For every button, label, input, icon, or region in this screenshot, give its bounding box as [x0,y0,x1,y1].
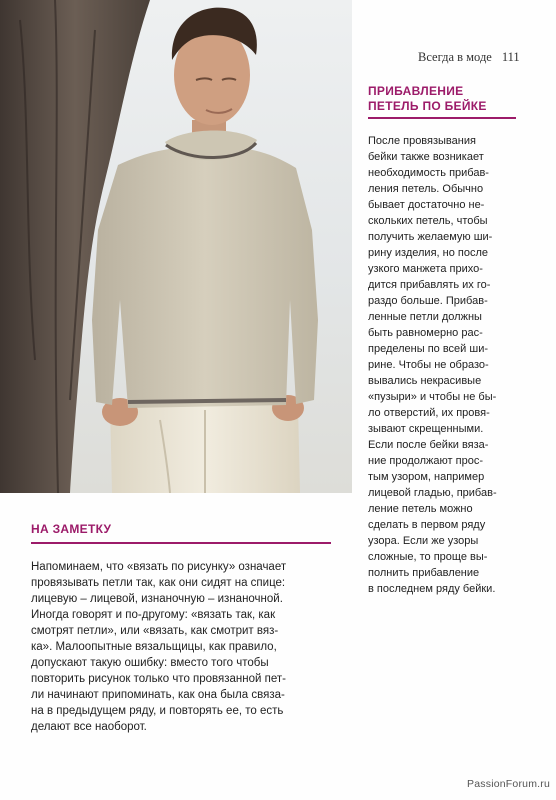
right-section-heading [368,84,518,114]
text-line: дится прибавлять их го- [368,279,491,291]
text-line: сложные, то проще вы- [368,551,488,563]
text-line: Напоминаем, что «вязать по рисунку» означает [31,561,287,573]
text-line: рину изделия, но после [368,247,489,259]
man-in-sweater-photo [0,0,352,493]
text-line: ления петель. Обычно [368,183,484,195]
page-number: 111 [501,50,520,64]
text-line: сделать в первом ряду [368,519,486,531]
text-line: ленные петли должны [368,311,482,323]
text-line: получить желаемую ши- [368,231,493,243]
sweater [92,147,318,408]
text-line: ление петель можно [368,503,473,515]
text-line: Если после бейки вяза- [368,439,489,451]
note-heading-rule [31,542,331,544]
text-line: на в предыдущем ряду, и повторять ее, то есть [31,705,284,717]
text-line: зывают скрещенными. [368,423,484,435]
running-header [418,50,548,65]
heading-rule [368,117,516,119]
text-line: бейки также возникает [368,151,484,163]
text-line: провязывать петли так, как они сидят на спице: [31,577,286,589]
text-line: узкого манжета прихо- [368,263,483,275]
text-line: в последнем ряду бейки. [368,583,496,595]
text-line: быть равномерно рас- [368,327,483,339]
text-line: повторить рисунок только что провязанной пет- [31,673,286,685]
text-line: вывались некрасивые [368,375,482,387]
watermark: PassionForum.ru [467,778,550,790]
text-line: Иногда говорят и по-другому: «вязать так, как [31,609,276,621]
text-line: тым узором, например [368,471,485,483]
note-body [31,559,341,735]
text-line: ка». Малоопытные вязальщицы, как правило, [31,641,277,653]
heading-line: ПЕТЕЛЬ ПО БЕЙКЕ [368,99,487,113]
text-line: делают все наоборот. [31,721,147,733]
text-line: полнить прибавление [368,567,480,579]
text-line: бывает достаточно не- [368,199,485,211]
text-line: лицевую – лицевой, изнаночную – изнаночной. [31,593,283,605]
text-line: рине. Чтобы не образо- [368,359,489,371]
text-line: допускают такую ошибку: вместо того чтобы [31,657,269,669]
text-line: ли начинают припоминать, как она была связа- [31,689,285,701]
text-line: скольких петель, чтобы [368,215,488,227]
photo-illustration [0,0,352,493]
text-line: После провязывания [368,135,476,147]
section-title: Всегда в моде [418,50,492,64]
text-line: пределены по всей ши- [368,343,488,355]
right-section-body [368,133,518,597]
text-line: лицевой гладью, прибав- [368,487,497,499]
text-line: раздо больше. Прибав- [368,295,488,307]
text-line: узора. Если же узоры [368,535,479,547]
text-line: необходимость прибав- [368,167,489,179]
text-line: ло отверстий, их провя- [368,407,490,419]
text-line: смотрят петли», или «вязать, как смотрит вяз- [31,625,279,637]
note-heading: НА ЗАМЕТКУ [31,522,112,536]
text-line: ние продолжают прос- [368,455,483,467]
sweater-hem-stripe [128,400,286,402]
heading-line: ПРИБАВЛЕНИЕ [368,84,464,98]
text-line: «пузыри» и чтобы не бы- [368,391,497,403]
